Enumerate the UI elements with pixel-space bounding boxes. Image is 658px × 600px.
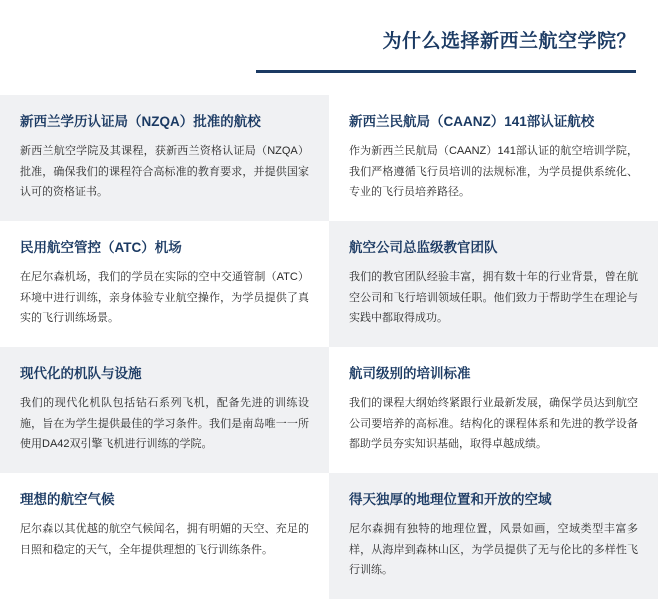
feature-card — [0, 473, 329, 599]
feature-card — [0, 95, 329, 221]
feature-card-title: 民用航空管控（ATC）机场 — [20, 240, 182, 255]
feature-card-body: 尼尔森以其优越的航空气候闻名，拥有明媚的天空、充足的日照和稳定的天气，全年提供理想的飞行训练条件。 — [20, 523, 309, 556]
feature-card — [329, 221, 658, 347]
feature-card-title: 得天独厚的地理位置和开放的空域 — [349, 492, 552, 507]
feature-card-title: 新西兰学历认证局（NZQA）批准的航校 — [20, 114, 261, 129]
feature-card — [329, 95, 658, 221]
feature-card-body: 我们的课程大纲始终紧跟行业最新发展，确保学员达到航空公司要培养的高标准。结构化的课程体系和先进的教学设备都助学员夯实知识基础，取得卓越成绩。 — [349, 397, 638, 450]
feature-card — [329, 347, 658, 473]
feature-card-title: 新西兰民航局（CAANZ）141部认证航校 — [349, 114, 595, 129]
feature-card — [329, 473, 658, 599]
feature-card-body: 新西兰航空学院及其课程，获新西兰资格认证局（NZQA）批准，确保我们的课程符合高标准的教育要求，并提供国家认可的资格证书。 — [20, 145, 309, 198]
feature-card-title: 航司级别的培训标准 — [349, 366, 471, 381]
feature-card — [0, 347, 329, 473]
feature-card-title: 理想的航空气候 — [20, 492, 115, 507]
feature-card-body: 作为新西兰民航局（CAANZ）141部认证的航空培训学院，我们严格遵循飞行员培训的法规标准，为学员提供系统化、专业的飞行员培养路径。 — [349, 145, 638, 198]
feature-card-body: 我们的教官团队经验丰富，拥有数十年的行业背景，曾在航空公司和飞行培训领域任职。他们致力于帮助学生在理论与实践中都取得成功。 — [349, 271, 638, 324]
feature-card-body: 我们的现代化机队包括钻石系列飞机，配备先进的训练设施，旨在为学生提供最佳的学习条件。我们是南岛唯一一所使用DA42双引擎飞机进行训练的学院。 — [20, 397, 309, 450]
feature-card-title: 现代化的机队与设施 — [20, 366, 142, 381]
feature-card-body: 尼尔森拥有独特的地理位置，风景如画，空域类型丰富多样，从海岸到森林山区，为学员提供了无与伦比的多样性飞行训练。 — [349, 523, 638, 576]
feature-card — [0, 221, 329, 347]
header-divider — [256, 70, 636, 73]
feature-card-title: 航空公司总监级教官团队 — [349, 240, 498, 255]
feature-card-body: 在尼尔森机场，我们的学员在实际的空中交通管制（ATC）环境中进行训练，亲身体验专业航空操作，为学员提供了真实的飞行训练场景。 — [20, 271, 309, 324]
feature-grid — [0, 95, 658, 599]
page-header — [0, 0, 658, 56]
page-title: 为什么选择新西兰航空学院？ — [382, 30, 636, 52]
